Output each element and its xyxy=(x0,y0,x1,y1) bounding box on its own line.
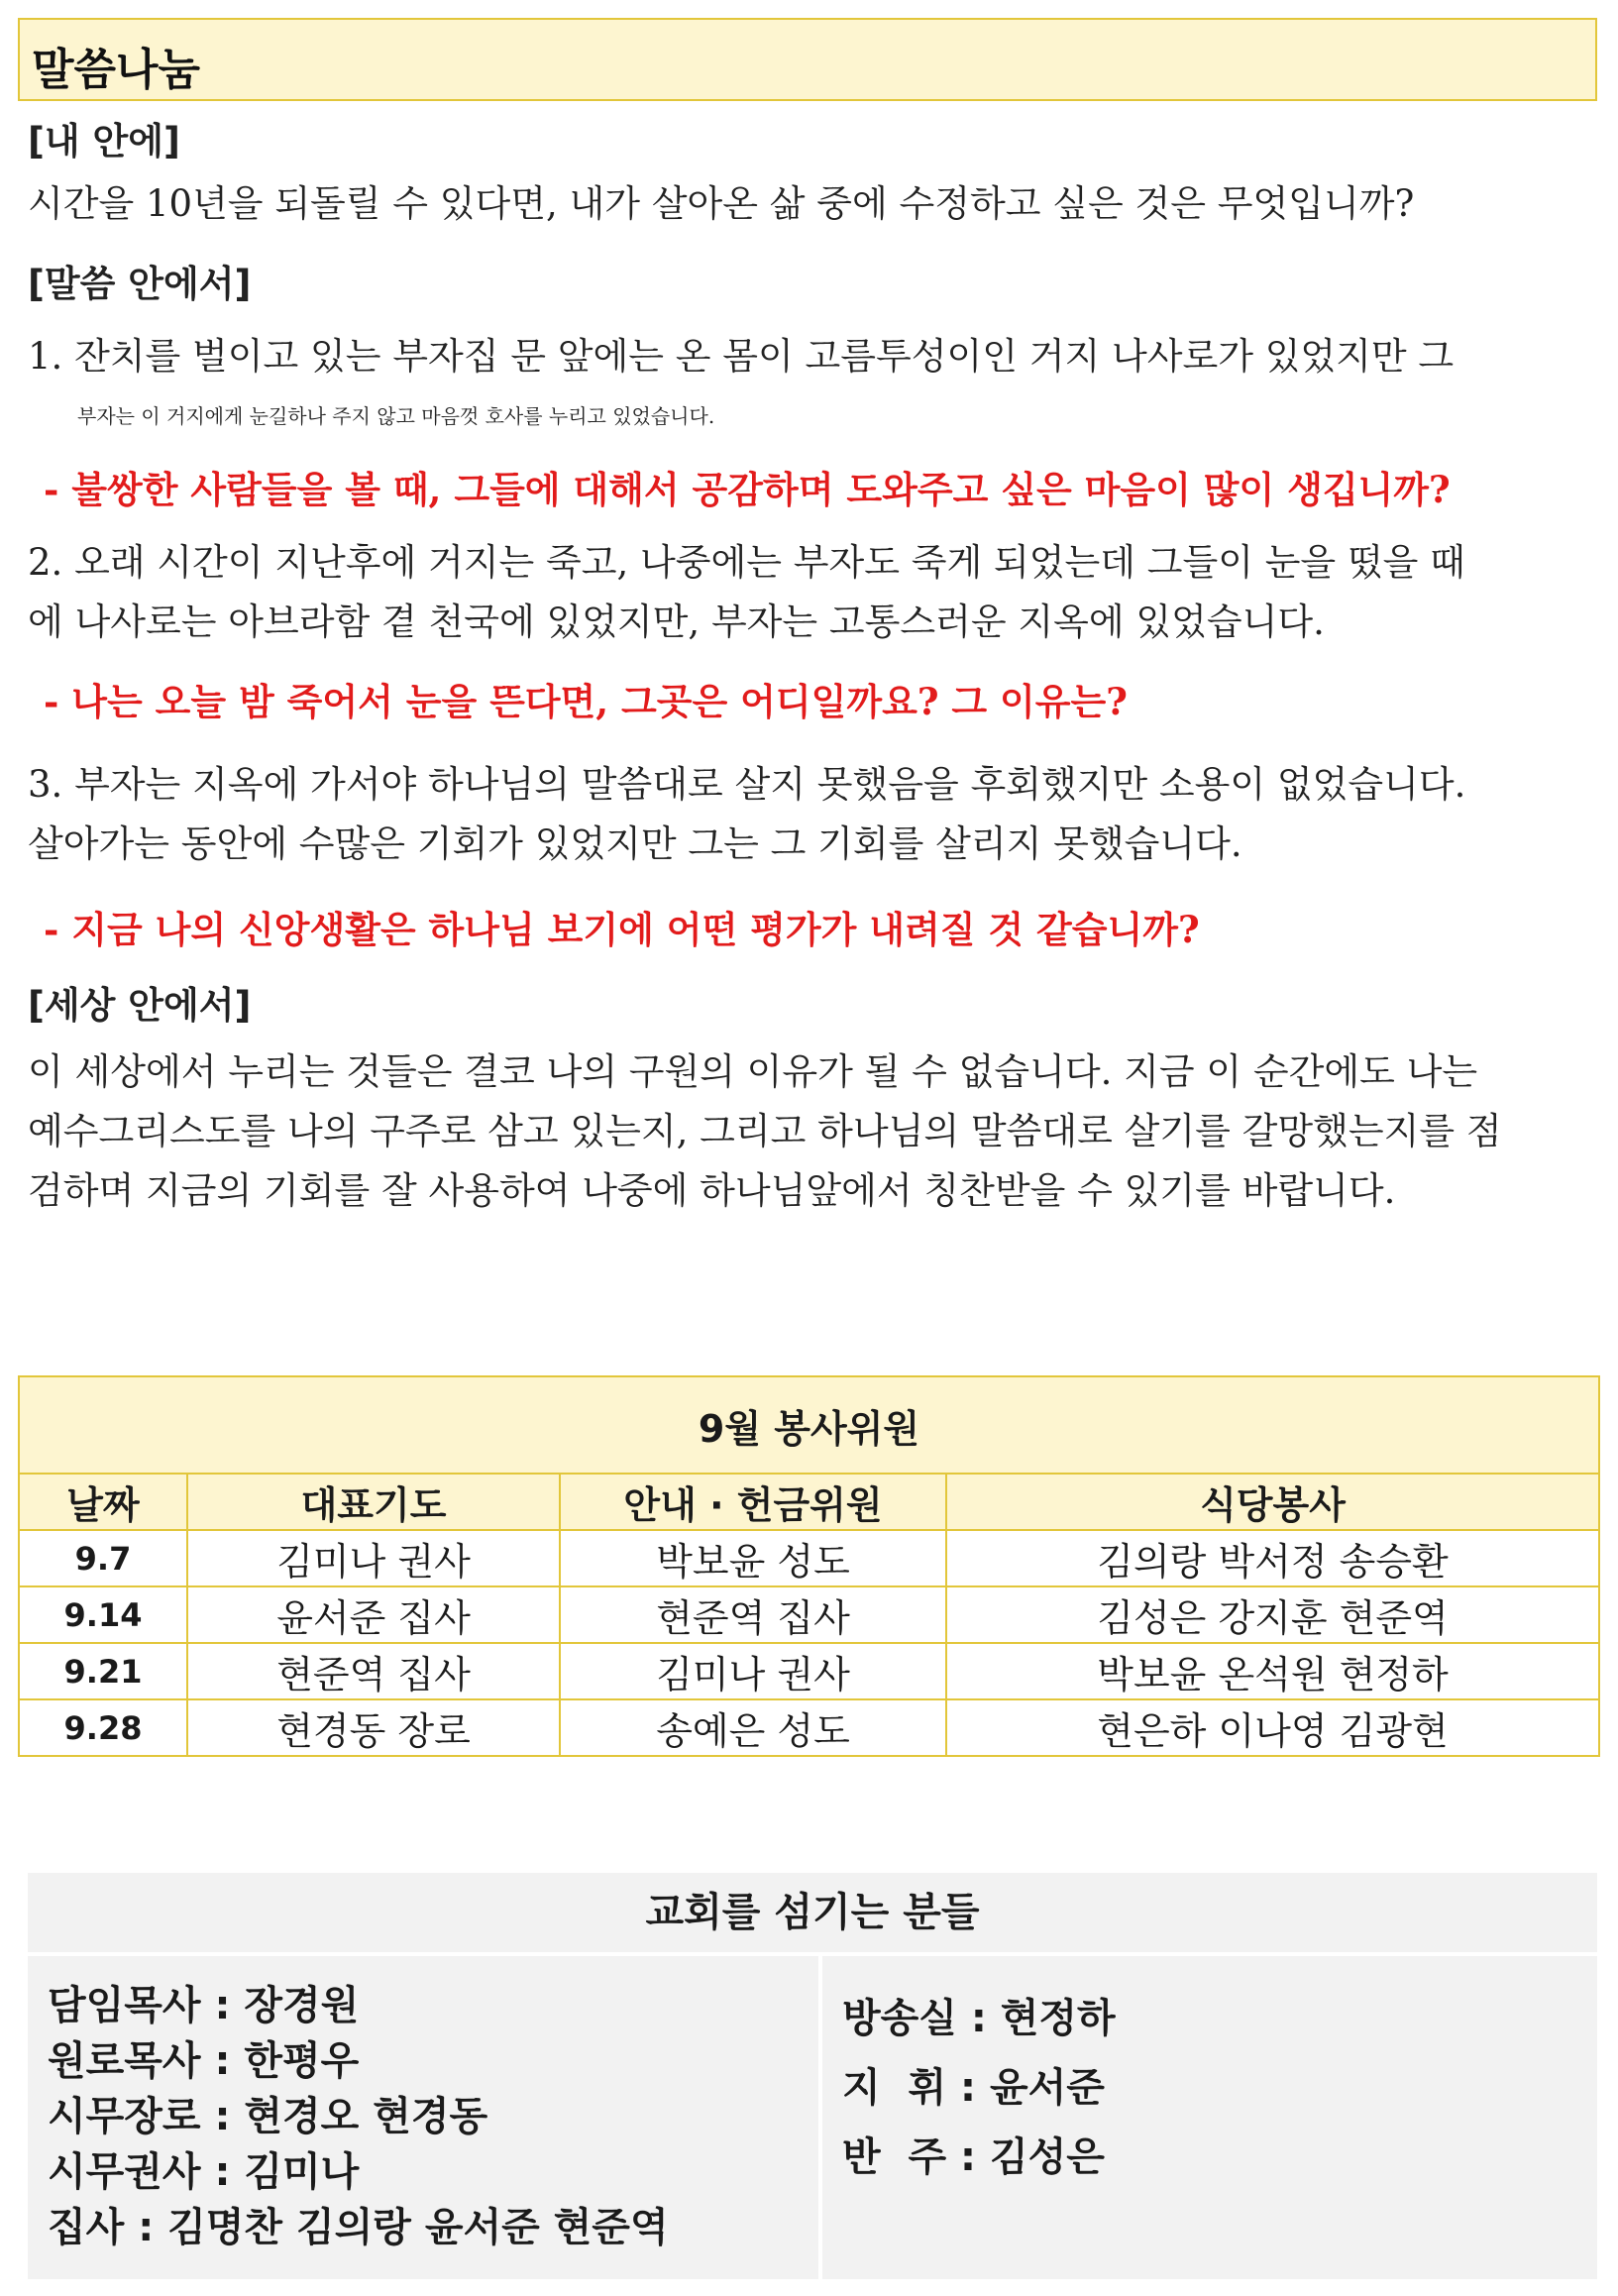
world-line2: 예수그리스도를 나의 구주로 삼고 있는지, 그리고 하나님의 말씀대로 살기를 갈망했는지를 점 xyxy=(28,1110,1502,1152)
kitchen-cell: 현은하 이나영 김광현 xyxy=(946,1699,1599,1756)
servants-divider xyxy=(818,1956,822,2279)
word-p2-line2: 에 나사로는 아브라함 곁 천국에 있었지만, 부자는 고통스러운 지옥에 있었습니다. xyxy=(28,601,1325,643)
word-p1-line2: 부자는 이 거지에게 눈길하나 주지 않고 마음껏 호사를 누리고 있었습니다. xyxy=(77,404,715,428)
heading-in-world: [세상 안에서] xyxy=(28,984,252,1027)
usher-cell: 김미나 권사 xyxy=(560,1643,946,1699)
world-line1: 이 세상에서 누리는 것들은 결코 나의 구원의 이유가 될 수 없습니다. 지금 이 순간에도 나는 xyxy=(28,1050,1478,1093)
servant-line: 시무장로 : 현경오 현경동 xyxy=(48,2094,488,2139)
kitchen-cell: 박보윤 온석원 현정하 xyxy=(946,1643,1599,1699)
column-header-date: 날짜 xyxy=(19,1474,187,1530)
word-p2-line1: 2. 오래 시간이 지난후에 거지는 죽고, 나중에는 부자도 죽게 되었는데 그들이 눈을 떴을 때 xyxy=(28,541,1465,584)
date-cell: 9.14 xyxy=(19,1586,187,1643)
servant-line: 담임목사 : 장경원 xyxy=(48,1983,360,2028)
prayer-cell: 윤서준 집사 xyxy=(187,1586,560,1643)
question-2: - 나는 오늘 밤 죽어서 눈을 뜬다면, 그곳은 어디일까요? 그 이유는? xyxy=(44,680,1128,723)
prayer-cell: 현준역 집사 xyxy=(187,1643,560,1699)
date-cell: 9.7 xyxy=(19,1530,187,1586)
table-row xyxy=(19,1586,1599,1643)
usher-cell: 박보윤 성도 xyxy=(560,1530,946,1586)
servant-line: 방송실 : 현정하 xyxy=(842,1996,1116,2041)
volunteer-table-title: 9월 봉사위원 xyxy=(19,1376,1599,1474)
servant-line: 지 휘 : 윤서준 xyxy=(842,2065,1105,2111)
servants-left-list xyxy=(48,1978,669,2255)
question-1: - 불쌍한 사람들을 볼 때, 그들에 대해서 공감하며 도와주고 싶은 마음이 많이 생깁니까? xyxy=(44,468,1451,511)
servants-box xyxy=(28,1873,1597,2279)
kitchen-cell: 김성은 강지훈 현준역 xyxy=(946,1586,1599,1643)
servant-line: 반 주 : 김성은 xyxy=(842,2134,1105,2180)
prayer-cell: 현경동 장로 xyxy=(187,1699,560,1756)
world-line3: 검하며 지금의 기회를 잘 사용하여 나중에 하나님앞에서 칭찬받을 수 있기를 바랍니다. xyxy=(28,1169,1396,1212)
date-cell: 9.21 xyxy=(19,1643,187,1699)
section-title: 말씀나눔 xyxy=(32,45,201,95)
column-header-kitchen: 식당봉사 xyxy=(946,1474,1599,1530)
in-me-text: 시간을 10년을 되돌릴 수 있다면, 내가 살아온 삶 중에 수정하고 싶은 것은 무엇입니까? xyxy=(28,182,1415,225)
date-cell: 9.28 xyxy=(19,1699,187,1756)
heading-in-me: [내 안에] xyxy=(28,120,180,163)
usher-cell: 현준역 집사 xyxy=(560,1586,946,1643)
word-p3-line2: 살아가는 동안에 수많은 기회가 있었지만 그는 그 기회를 살리지 못했습니다. xyxy=(28,822,1242,865)
servants-right-list xyxy=(842,1984,1116,2192)
column-header-prayer: 대표기도 xyxy=(187,1474,560,1530)
table-row xyxy=(19,1530,1599,1586)
servant-line: 원로목사 : 한평우 xyxy=(48,2038,360,2084)
volunteer-table-header xyxy=(19,1474,1599,1530)
prayer-cell: 김미나 권사 xyxy=(187,1530,560,1586)
servant-line: 시무권사 : 김미나 xyxy=(48,2149,360,2195)
word-p3-line1: 3. 부자는 지옥에 가서야 하나님의 말씀대로 살지 못했음을 후회했지만 소용이 없었습니다. xyxy=(28,763,1466,806)
word-p1-line1: 1. 잔치를 벌이고 있는 부자집 문 앞에는 온 몸이 고름투성이인 거지 나사로가 있었지만 그 xyxy=(28,335,1455,378)
kitchen-cell: 김의랑 박서정 송승환 xyxy=(946,1530,1599,1586)
table-row xyxy=(19,1699,1599,1756)
table-row xyxy=(19,1643,1599,1699)
usher-cell: 송예은 성도 xyxy=(560,1699,946,1756)
section-title-box xyxy=(18,18,1597,101)
servants-title: 교회를 섬기는 분들 xyxy=(28,1873,1597,1956)
volunteer-table xyxy=(18,1375,1600,1757)
servant-line: 집사 : 김명찬 김의랑 윤서준 현준역 xyxy=(48,2205,669,2250)
question-3: - 지금 나의 신앙생활은 하나님 보기에 어떤 평가가 내려질 것 같습니까? xyxy=(44,908,1200,951)
heading-in-word: [말씀 안에서] xyxy=(28,263,252,305)
column-header-usher: 안내 · 헌금위원 xyxy=(560,1474,946,1530)
